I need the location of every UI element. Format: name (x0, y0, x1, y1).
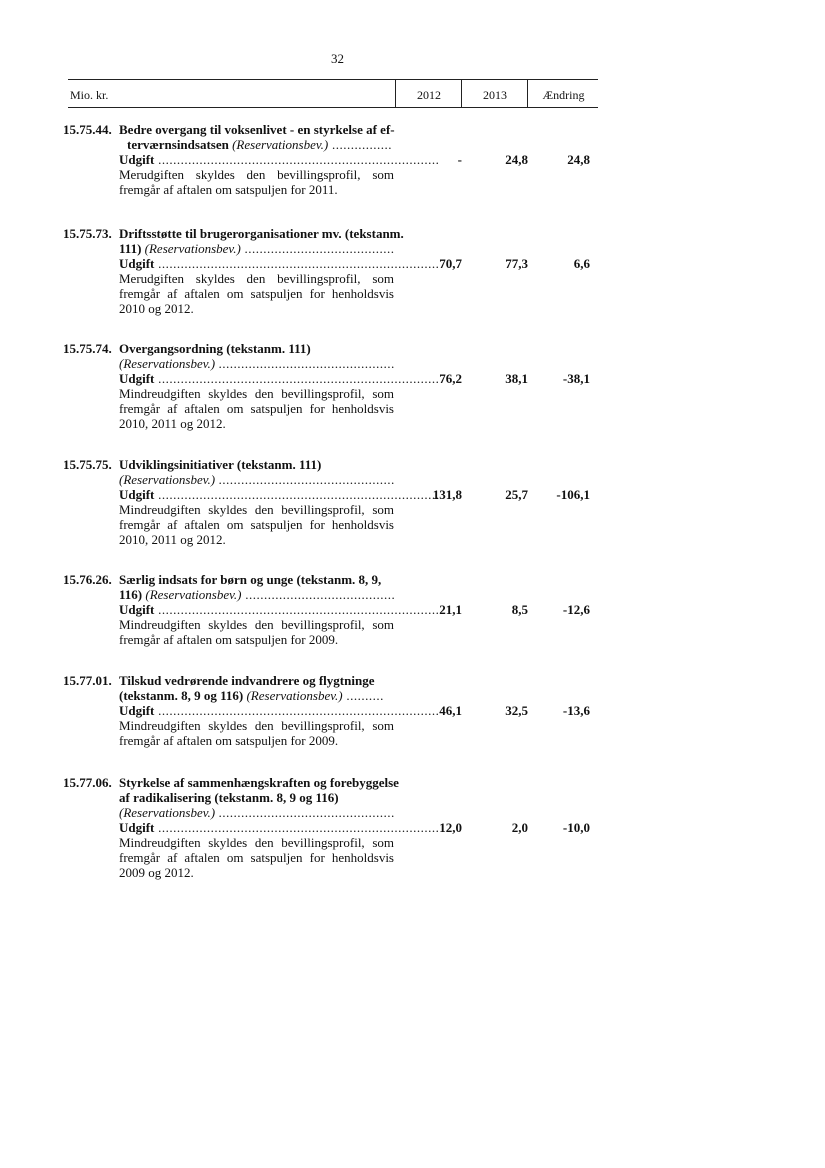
value-change: -10,0 (562, 820, 590, 835)
page-number: 32 (331, 51, 344, 66)
value-2012: 21,1 (439, 602, 462, 617)
entry-title-line: Tilskud vedrørende indvandrere og flygtninge (119, 673, 375, 688)
entry-code: 15.75.75. (63, 457, 112, 472)
entry-title (119, 775, 464, 805)
entry-title-line: Bedre overgang til voksenlivet - en styrkelse af ef- (119, 122, 395, 137)
value-2012: - (457, 152, 462, 167)
entry-title: Særlig indsats for børn og unge (tekstanm. 8, 9, 116) (Reservationsbev.) ........................................ (119, 572, 396, 602)
entry-title-line: Særlig indsats for børn og unge (tekstanm. 8, 9, (119, 572, 382, 587)
entry-reservation-row: (Reservationsbev.) ............................................... (119, 472, 396, 487)
entry-udgift-row: Udgift ........................................................................... (119, 602, 440, 617)
entry-title (119, 457, 464, 472)
udgift-label: Udgift (119, 152, 155, 167)
header-2013: 2013 (461, 80, 528, 107)
value-2013: 8,5 (511, 602, 528, 617)
value-2013: 24,8 (505, 152, 528, 167)
entry-code: 15.75.44. (63, 122, 112, 137)
value-change: -38,1 (562, 371, 590, 386)
entry-code: 15.75.73. (63, 226, 112, 241)
entry-note: Mindreudgiften skyldes den bevillingsprofil, som fremgår af aftalen om satspuljen for henholdsvis 2010, 2011 og 2012. (119, 386, 394, 431)
header-2012: 2012 (395, 80, 462, 107)
header-unit-label: Mio. kr. (70, 88, 109, 102)
entry-title-line: 111) (119, 241, 142, 256)
value-2012: 12,0 (439, 820, 462, 835)
udgift-label: Udgift (119, 256, 155, 271)
entry-note: Merudgiften skyldes den bevillingsprofil, som fremgår af aftalen om satspuljen for henholdsvis 2010 og 2012. (119, 271, 394, 316)
value-2012: 46,1 (439, 703, 462, 718)
udgift-label: Udgift (119, 487, 155, 502)
entry-reservation: (Reservationsbev.) (145, 587, 242, 602)
udgift-label: Udgift (119, 371, 155, 386)
entry-udgift-row: Udgift ........................................................................... (119, 703, 440, 718)
entry-title: Driftsstøtte til brugerorganisationer mv. (tekstanm. 111) (Reservationsbev.) ........................................ (119, 226, 404, 256)
entry-reservation: (Reservationsbev.) (246, 688, 343, 703)
value-2013: 77,3 (505, 256, 528, 271)
value-change: -13,6 (562, 703, 590, 718)
udgift-label: Udgift (119, 602, 155, 617)
header-change: Ændring (527, 80, 599, 107)
entry-title-line: Overgangsordning (tekstanm. 111) (119, 341, 311, 356)
value-2013: 32,5 (505, 703, 528, 718)
value-2012: 76,2 (439, 371, 462, 386)
entry-reservation: (Reservationsbev.) (119, 472, 216, 487)
entry-reservation: (Reservationsbev.) (119, 805, 216, 820)
value-2013: 25,7 (505, 487, 528, 502)
entry-udgift-row: Udgift ........................................................................... (119, 371, 440, 386)
entry-udgift-row: Udgift ........................................................................... (119, 820, 440, 835)
entry-code: 15.77.06. (63, 775, 112, 790)
entry-title: Tilskud vedrørende indvandrere og flygtninge (tekstanm. 8, 9 og 116) (Reservationsbev.) .......... (119, 673, 384, 703)
entry-note: Mindreudgiften skyldes den bevillingsprofil, som fremgår af aftalen om satspuljen for 2009. (119, 617, 394, 647)
value-change: 6,6 (573, 256, 590, 271)
entry-title-line: (tekstanm. 8, 9 og 116) (119, 688, 244, 703)
entry-udgift-row: Udgift ........................................................................... (119, 487, 440, 502)
entry-reservation: (Reservationsbev.) (119, 356, 216, 371)
entry-note: Mindreudgiften skyldes den bevillingsprofil, som fremgår af aftalen om satspuljen for 2009. (119, 718, 394, 748)
entry-udgift-row: Udgift ........................................................................... (119, 152, 440, 167)
value-2013: 38,1 (505, 371, 528, 386)
entry-note: Mindreudgiften skyldes den bevillingsprofil, som fremgår af aftalen om satspuljen for henholdsvis 2010, 2011 og 2012. (119, 502, 394, 547)
entry-reservation-row: (Reservationsbev.) ............................................... (119, 356, 396, 371)
entry-title: Bedre overgang til voksenlivet - en styrkelse af ef- terværnsindsatsen (Reservationsbev.) ................ (119, 122, 395, 152)
udgift-label: Udgift (119, 703, 155, 718)
value-2012: 131,8 (432, 487, 462, 502)
entry-reservation: (Reservationsbev.) (232, 137, 329, 152)
entry-title (119, 341, 464, 356)
entry-note: Mindreudgiften skyldes den bevillingsprofil, som fremgår af aftalen om satspuljen for henholdsvis 2009 og 2012. (119, 835, 394, 880)
entry-title-line: terværnsindsatsen (127, 137, 229, 152)
value-change: -12,6 (562, 602, 590, 617)
value-change: -106,1 (556, 487, 590, 502)
entry-note: Merudgiften skyldes den bevillingsprofil, som fremgår af aftalen om satspuljen for 2011. (119, 167, 394, 197)
udgift-label: Udgift (119, 820, 155, 835)
entry-udgift-row: Udgift ........................................................................... (119, 256, 440, 271)
entry-title-line: Driftsstøtte til brugerorganisationer mv. (tekstanm. (119, 226, 404, 241)
value-change: 24,8 (567, 152, 590, 167)
entry-code: 15.77.01. (63, 673, 112, 688)
entry-code: 15.75.74. (63, 341, 112, 356)
value-2012: 70,7 (439, 256, 462, 271)
value-2013: 2,0 (511, 820, 528, 835)
entry-reservation: (Reservationsbev.) (144, 241, 241, 256)
entry-code: 15.76.26. (63, 572, 112, 587)
entry-title-line: Udviklingsinitiativer (tekstanm. 111) (119, 457, 322, 472)
entry-title-line: Styrkelse af sammenhængskraften og forebyggelse (119, 775, 399, 790)
table-header (68, 79, 598, 108)
entry-title-line: 116) (119, 587, 143, 602)
entry-title-line: af radikalisering (tekstanm. 8, 9 og 116) (119, 790, 339, 805)
entry-reservation-row: (Reservationsbev.) ............................................... (119, 805, 396, 820)
